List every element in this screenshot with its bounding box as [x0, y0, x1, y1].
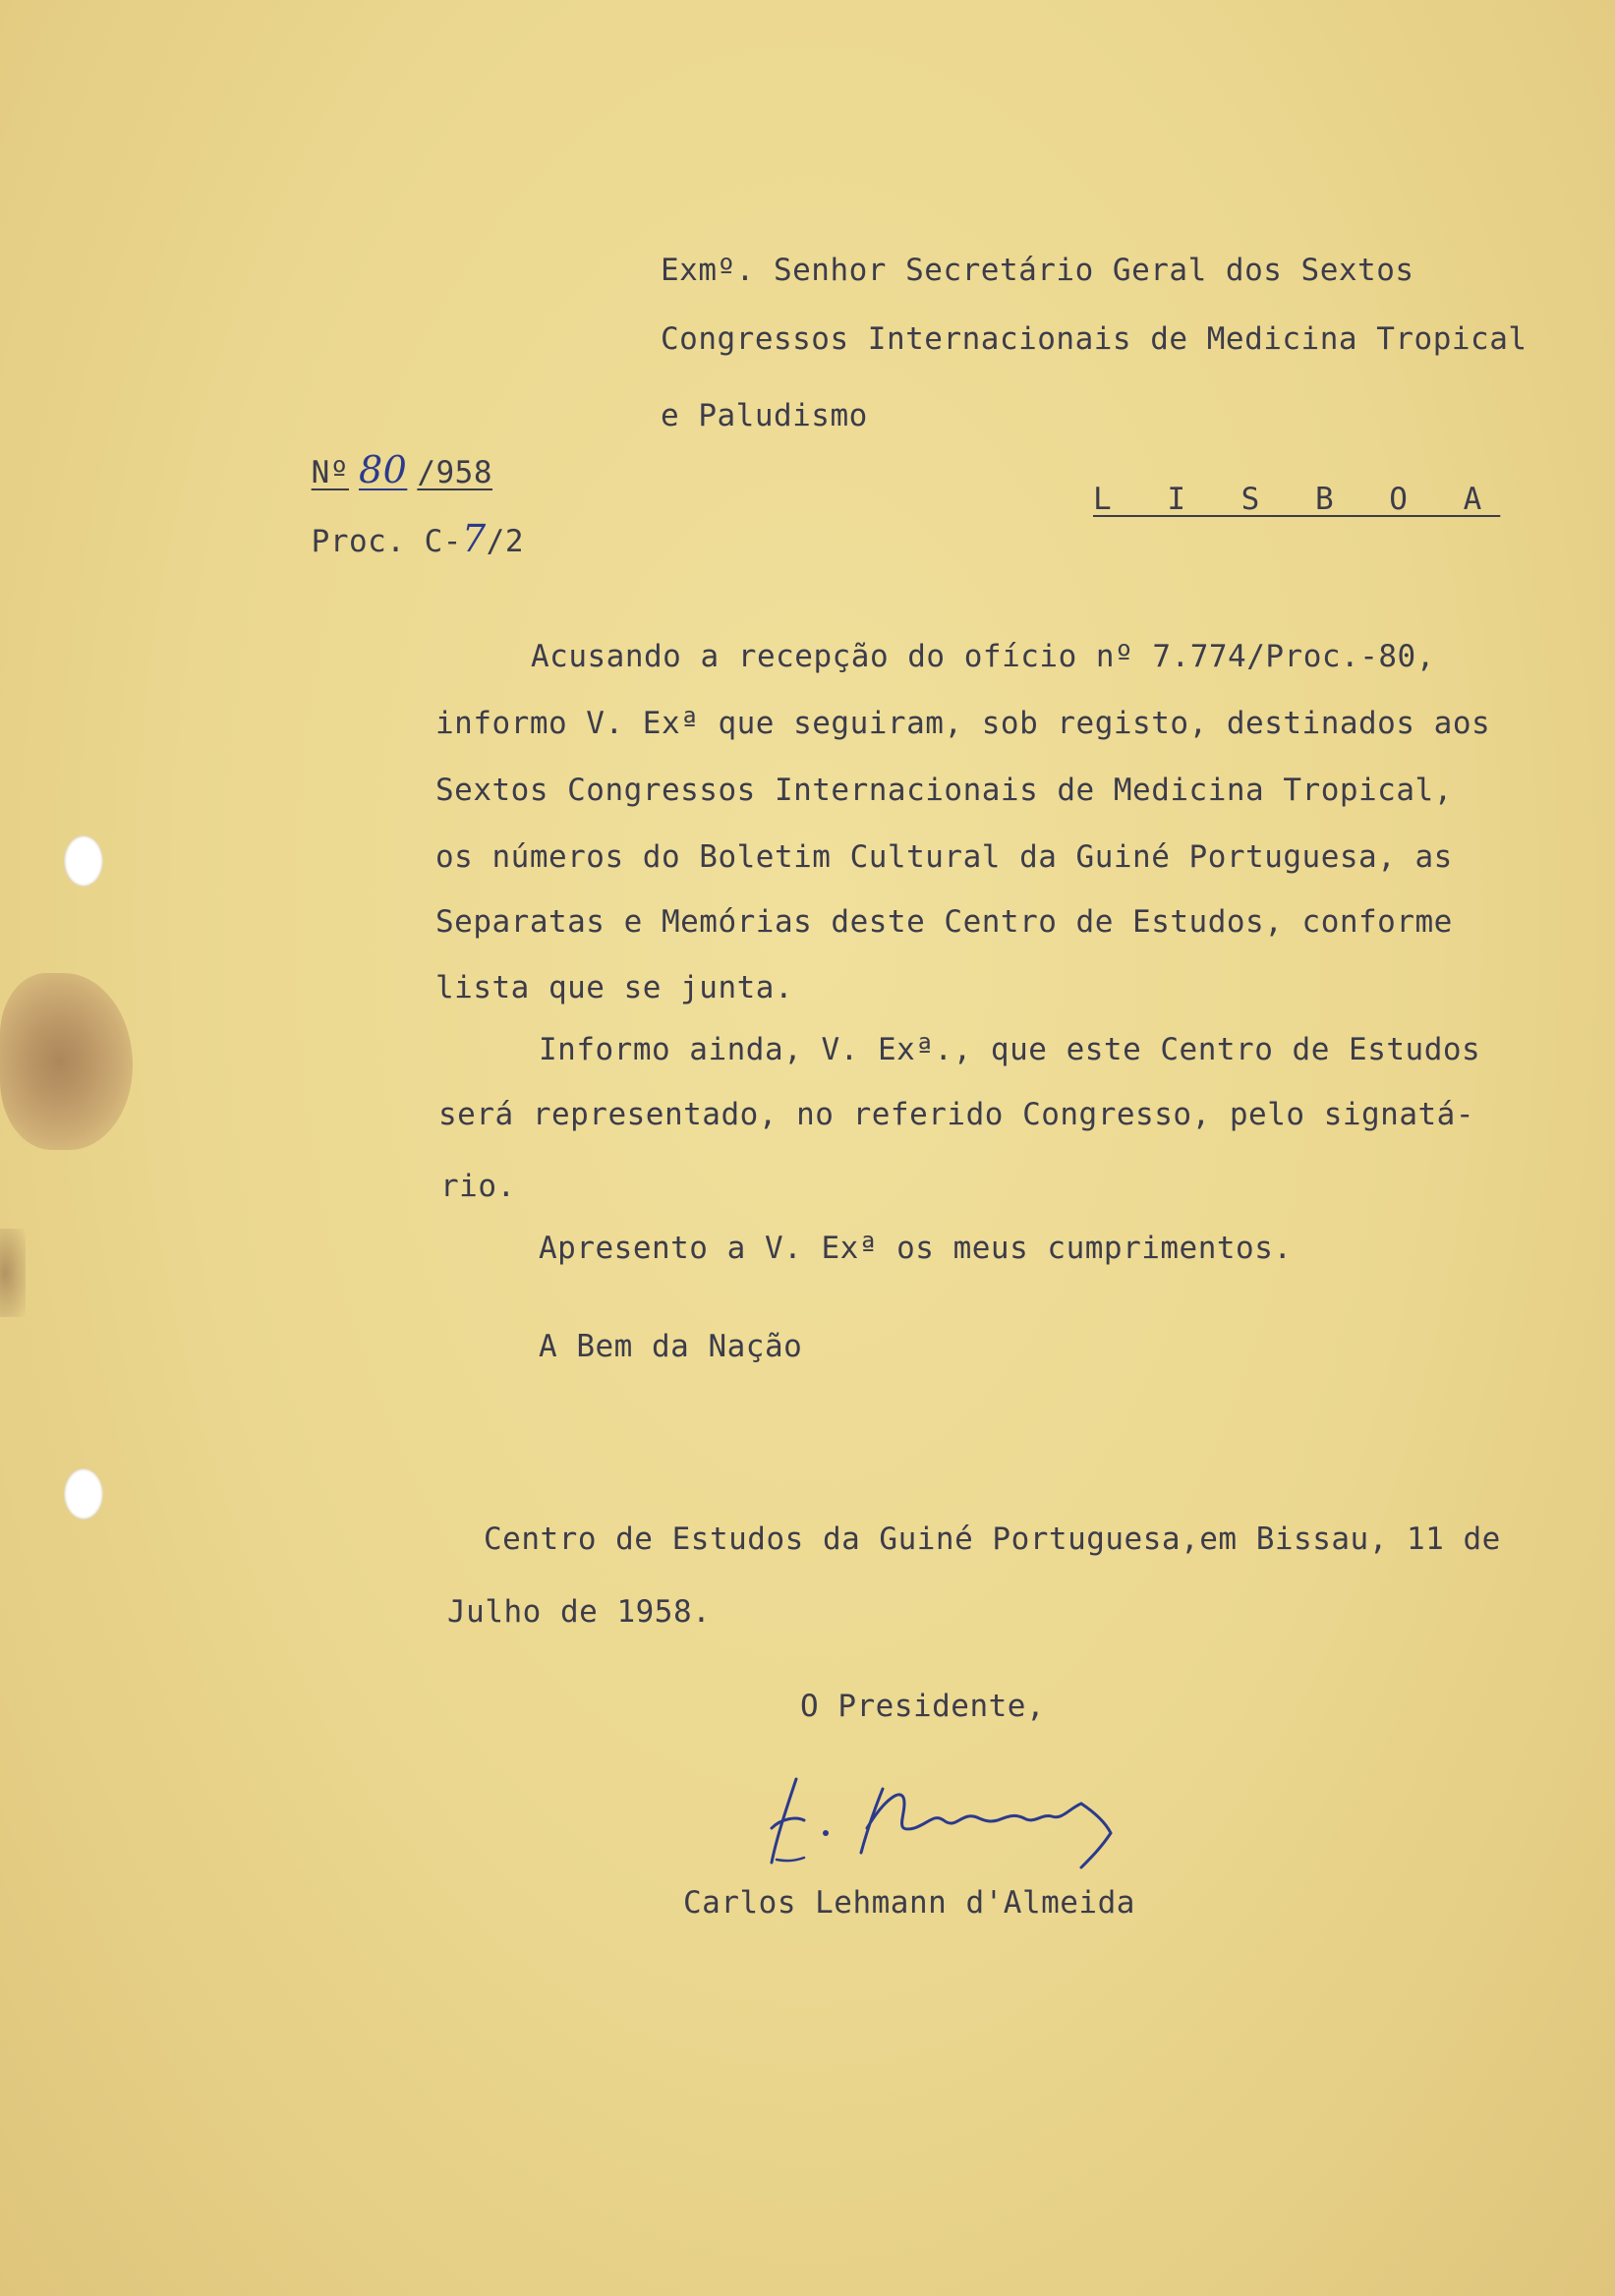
reference-number-handwritten: 80 [358, 448, 408, 491]
punch-hole-top [64, 835, 103, 887]
body-line-10: Apresento a V. Exª os meus cumprimentos. [539, 1231, 1293, 1266]
punch-hole-bottom [64, 1468, 103, 1520]
process-suffix: /2 [486, 524, 524, 559]
body-line-7: Informo ainda, V. Exª., que este Centro de Estudos [539, 1032, 1481, 1067]
body-line-1: Acusando a recepção do ofício nº 7.774/Proc.-80, [531, 639, 1435, 674]
paper-stain [0, 973, 133, 1150]
process-prefix: Proc. C- [311, 524, 462, 559]
addressee-line-1: Exmº. Senhor Secretário Geral dos Sextos [661, 253, 1414, 288]
body-line-9: rio. [440, 1169, 516, 1204]
body-line-8: será representado, no referido Congresso, pelo signatá- [438, 1097, 1474, 1132]
place-date-line-2: Julho de 1958. [447, 1594, 712, 1630]
process-reference [236, 480, 524, 601]
body-line-6: lista que se junta. [435, 970, 794, 1005]
body-line-4: os números do Boletim Cultural da Guiné Portuguesa, as [435, 839, 1453, 875]
closing-salutation: A Bem da Nação [539, 1329, 803, 1364]
addressee-line-2: Congressos Internacionais de Medicina Tropical [661, 321, 1528, 357]
signatory-name: Carlos Lehmann d'Almeida [683, 1885, 1135, 1921]
reference-number-prefix: Nº [311, 455, 349, 490]
body-line-5: Separatas e Memórias deste Centro de Estudos, conforme [435, 904, 1453, 940]
body-line-2: informo V. Exª que seguiram, sob registo, destinados aos [435, 706, 1491, 741]
signature-title: O Presidente, [800, 1689, 1046, 1724]
place-date-line-1: Centro de Estudos da Guiné Portuguesa,em Bissau, 11 de [484, 1521, 1501, 1557]
addressee-line-3: e Paludismo [661, 398, 868, 433]
handwritten-signature [757, 1759, 1160, 1877]
addressee-city: L I S B O A [1093, 482, 1501, 517]
reference-number-year: /958 [417, 455, 492, 490]
edge-stain [0, 1229, 26, 1317]
body-line-3: Sextos Congressos Internacionais de Medicina Tropical, [435, 773, 1453, 808]
process-handwritten: 7 [461, 517, 487, 560]
